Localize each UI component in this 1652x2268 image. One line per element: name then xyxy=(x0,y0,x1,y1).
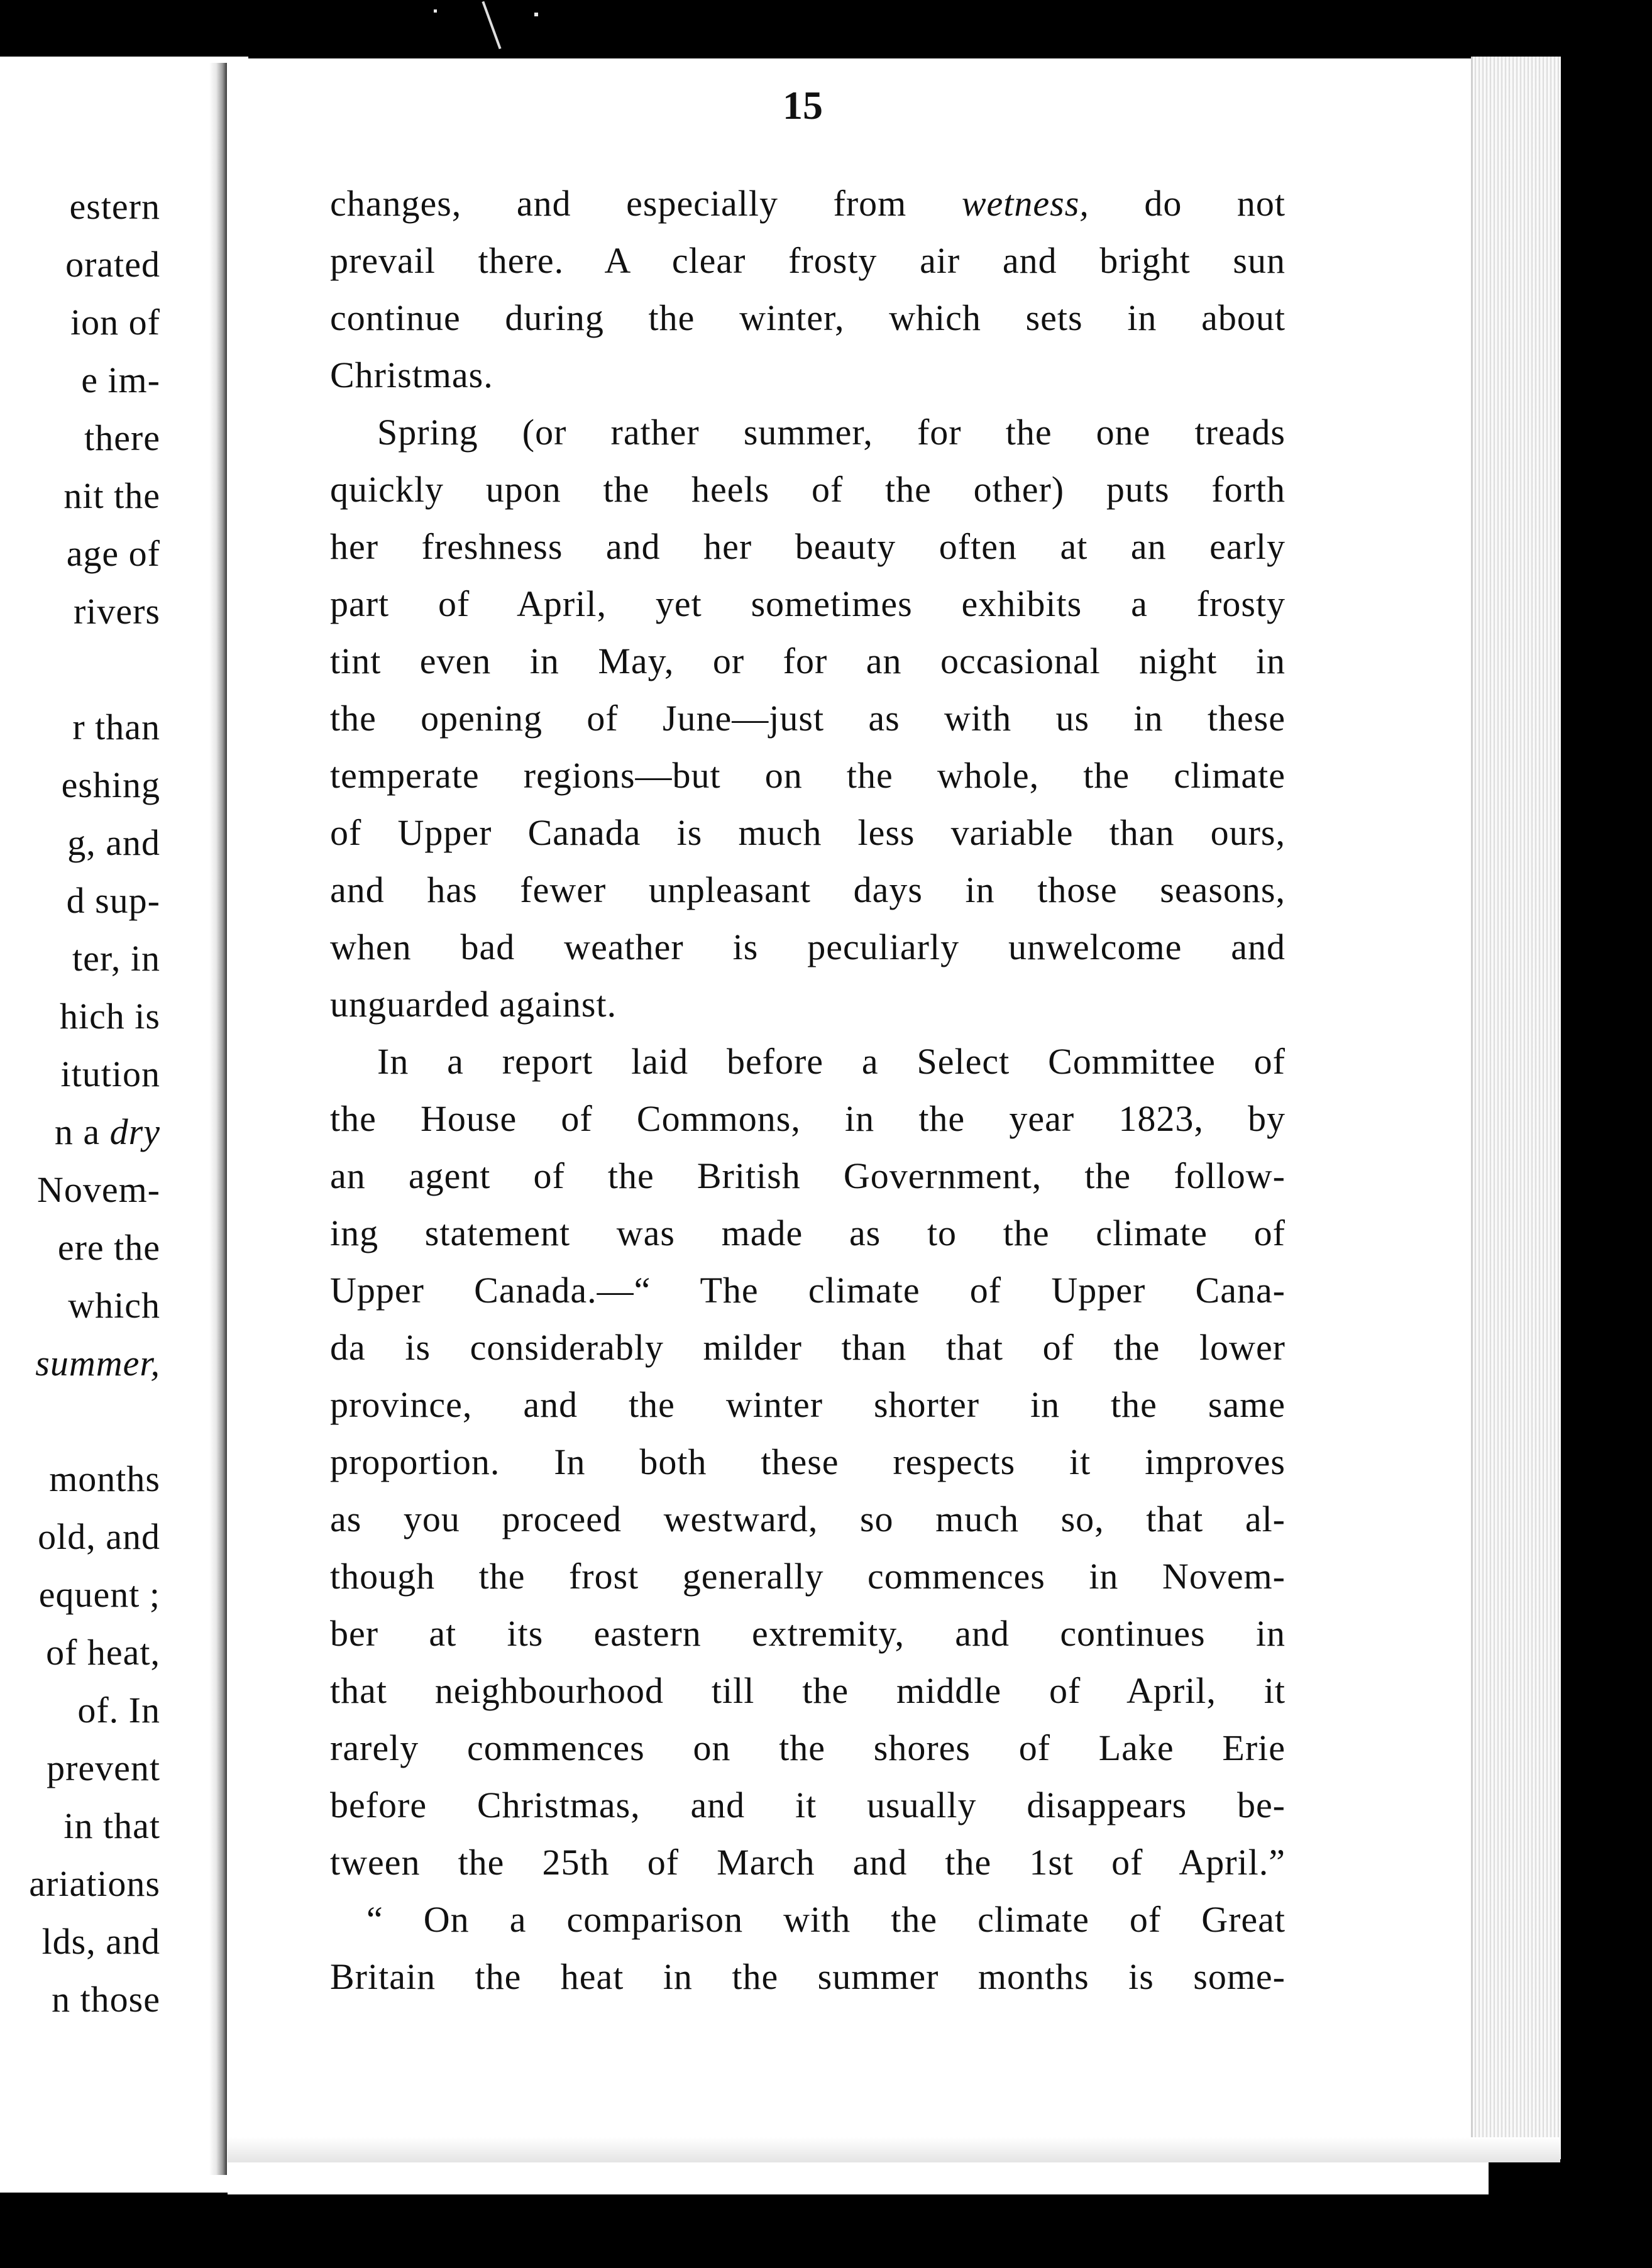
body-line: as you proceed westward, so much so, that al- xyxy=(330,1499,1286,1539)
body-line: tween the 25th of March and the 1st of April.” xyxy=(330,1842,1286,1883)
body-line: ber at its eastern extremity, and continues in xyxy=(330,1613,1286,1654)
previous-page-line: estern xyxy=(69,186,160,227)
previous-page-line: in that xyxy=(63,1805,160,1846)
scan-artefact xyxy=(534,13,538,16)
previous-page-line: n a dry xyxy=(54,1111,160,1152)
page-edges xyxy=(1471,57,1561,2159)
body-line: the House of Commons, in the year 1823, by xyxy=(330,1098,1286,1139)
body-line: of Upper Canada is much less variable than ours, xyxy=(330,812,1286,853)
previous-page-line: ion of xyxy=(70,302,160,343)
previous-page-line: ter, in xyxy=(72,938,160,979)
body-line: province, and the winter shorter in the same xyxy=(330,1384,1286,1425)
previous-page-line: eshing xyxy=(61,764,160,805)
previous-page-line: prevent xyxy=(47,1748,160,1788)
previous-page-line: which xyxy=(68,1285,160,1326)
previous-page-line: r than xyxy=(72,707,160,747)
scan-artefact xyxy=(434,9,437,13)
previous-page-line: d sup- xyxy=(66,880,160,921)
previous-page-line: summer, xyxy=(35,1343,160,1384)
previous-page-line: itution xyxy=(60,1054,160,1094)
previous-page-line: months xyxy=(49,1458,160,1499)
previous-page-line: hich is xyxy=(59,996,160,1037)
body-line: proportion. In both these respects it improves xyxy=(330,1441,1286,1482)
body-line: changes, and especially from wetness, do not xyxy=(330,183,1286,224)
previous-page-line: lds, and xyxy=(41,1921,160,1962)
body-line: ing statement was made as to the climate of xyxy=(330,1213,1286,1253)
page-number: 15 xyxy=(783,83,823,128)
paragraph-first-line: Spring (or rather summer, for the one treads xyxy=(377,412,1286,453)
previous-page-line: e im- xyxy=(81,360,160,400)
body-line: her freshness and her beauty often at an early xyxy=(330,526,1286,567)
previous-page-line: Novem- xyxy=(36,1169,160,1210)
previous-page-line: of. In xyxy=(77,1690,160,1731)
page-bottom-shadow xyxy=(228,2137,1560,2162)
book-gutter xyxy=(209,63,227,2175)
previous-page-line: orated xyxy=(65,244,160,285)
previous-page-line: ariations xyxy=(29,1863,160,1904)
body-line: temperate regions—but on the whole, the climate xyxy=(330,755,1286,796)
body-line: Christmas. xyxy=(330,355,493,395)
body-line: da is considerably milder than that of the lower xyxy=(330,1327,1286,1368)
body-line: the opening of June—just as with us in these xyxy=(330,698,1286,739)
body-line: part of April, yet sometimes exhibits a frosty xyxy=(330,583,1286,624)
paragraph-first-line: In a report laid before a Select Committee of xyxy=(377,1041,1286,1082)
previous-page-line: there xyxy=(84,417,160,458)
body-line: tint even in May, or for an occasional night in xyxy=(330,641,1286,681)
body-line: rarely commences on the shores of Lake Erie xyxy=(330,1727,1286,1768)
previous-page-line: nit the xyxy=(63,475,160,516)
body-line: before Christmas, and it usually disappears be- xyxy=(330,1785,1286,1825)
body-line: though the frost generally commences in Novem- xyxy=(330,1556,1286,1597)
previous-page-line: n those xyxy=(52,1979,160,2020)
previous-page-line: g, and xyxy=(67,822,160,863)
previous-page-line: age of xyxy=(66,533,160,574)
paragraph-first-line: “ On a comparison with the climate of Great xyxy=(366,1899,1286,1940)
previous-page-line: old, and xyxy=(38,1516,160,1557)
body-line: and has fewer unpleasant days in those seasons, xyxy=(330,869,1286,910)
scan-artefact xyxy=(482,1,501,50)
body-line: an agent of the British Government, the follow- xyxy=(330,1155,1286,1196)
previous-page-line: ere the xyxy=(57,1227,160,1268)
previous-page-line: rivers xyxy=(73,591,160,632)
body-line: unguarded against. xyxy=(330,984,617,1025)
body-line: continue during the winter, which sets in about xyxy=(330,297,1286,338)
previous-page-line: equent ; xyxy=(38,1574,160,1615)
body-line: when bad weather is peculiarly unwelcome and xyxy=(330,927,1286,967)
previous-page-line: of heat, xyxy=(46,1632,160,1673)
body-line: Upper Canada.—“ The climate of Upper Cana- xyxy=(330,1270,1286,1311)
body-line: that neighbourhood till the middle of April, it xyxy=(330,1670,1286,1711)
body-line: prevail there. A clear frosty air and bright sun xyxy=(330,240,1286,281)
body-line: Britain the heat in the summer months is some- xyxy=(330,1956,1286,1997)
body-line: quickly upon the heels of the other) puts forth xyxy=(330,469,1286,510)
